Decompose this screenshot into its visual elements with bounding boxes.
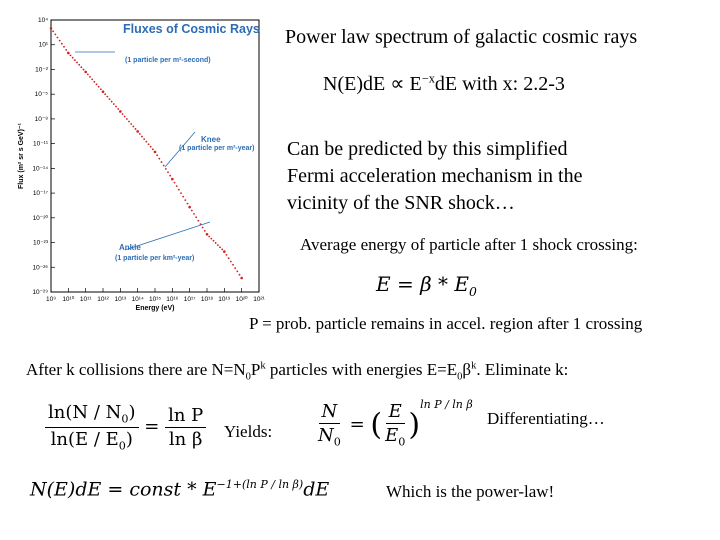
data-point — [171, 178, 174, 181]
cosmic-ray-flux-chart — [15, 12, 270, 318]
data-point-fill — [61, 43, 63, 45]
data-point — [119, 110, 122, 113]
prediction-line-3: vicinity of the SNR shock… — [287, 192, 515, 214]
data-point — [188, 206, 191, 209]
slide-title: Power law spectrum of galactic cosmic rays — [285, 26, 638, 48]
data-point-fill — [83, 69, 85, 71]
data-point — [136, 130, 139, 133]
data-point-fill — [72, 57, 74, 59]
data-point — [50, 27, 53, 30]
prediction-line-2: Fermi acceleration mechanism in the — [287, 165, 583, 187]
data-point-fill — [57, 37, 59, 39]
data-point-fill — [217, 244, 219, 246]
data-point-fill — [80, 66, 82, 68]
data-point-fill — [93, 81, 95, 83]
y-tick-label: 10⁻¹¹ — [33, 140, 48, 148]
annotation-knee: Knee — [201, 135, 221, 144]
data-point-fill — [187, 203, 189, 205]
data-point-fill — [87, 74, 89, 76]
data-point-fill — [197, 220, 199, 222]
data-point-fill — [132, 126, 134, 128]
data-point-fill — [219, 246, 221, 248]
data-point-fill — [191, 210, 193, 212]
y-tick-label: 10¹ — [38, 41, 48, 49]
annotation-per-m2-second: (1 particle per m²-second) — [125, 57, 211, 64]
data-point-fill — [115, 106, 117, 108]
prediction-text — [287, 136, 582, 217]
data-point-fill — [150, 146, 152, 148]
data-point — [102, 90, 105, 93]
data-point-fill — [208, 236, 210, 238]
data-point-fill — [63, 46, 65, 48]
energy-eq-lhs: E — [376, 272, 391, 296]
annotation-per-km2-year: (1 particle per km²-year) — [115, 255, 195, 262]
x-tick-label: 10²⁰ — [235, 296, 248, 303]
x-tick-label: 10¹⁰ — [62, 296, 75, 303]
data-point-fill — [163, 165, 165, 167]
data-point — [154, 151, 157, 154]
data-point-fill — [128, 121, 130, 123]
data-point-fill — [167, 171, 169, 173]
x-tick-label: 10⁹ — [45, 296, 57, 303]
x-tick-label: 10¹² — [97, 296, 109, 303]
x-tick-label: 10¹⁶ — [166, 296, 179, 303]
data-point-fill — [126, 118, 128, 120]
data-point — [206, 233, 209, 236]
annotation-per-m2-year: (1 particle per m²-year) — [179, 145, 255, 152]
x-tick-label: 10¹⁴ — [131, 296, 144, 303]
x-axis-label: Energy (eV) — [135, 305, 175, 312]
data-point-fill — [78, 64, 80, 66]
data-point-fill — [89, 76, 91, 78]
probability-text: P = prob. particle remains in accel. region after 1 crossing — [249, 314, 643, 333]
y-axis-label: Flux (m² sr s GeV)⁻¹ — [18, 123, 25, 189]
after-k-collisions-text: After k collisions there are $N=N_0P^k$ particles with energies $E=E_0\beta^k$. Eliminate k: — [26, 360, 569, 383]
power-law-final-equation: N(E)dE = const * $E^{-1+(ln P / ln \beta)}dE$ — [30, 478, 330, 501]
data-point-fill — [109, 98, 111, 100]
x-tick-label: 10²¹ — [253, 296, 265, 303]
formula-suffix: dE with x: 2.2-3 — [434, 73, 565, 95]
formula-exponent: −x — [421, 71, 435, 86]
power-law-formula — [323, 71, 565, 96]
data-point-fill — [232, 264, 234, 266]
data-point-fill — [230, 261, 232, 263]
data-point-fill — [184, 199, 186, 201]
log-ratio-equation: $\frac{\ln(N / N_0)}{\ln(E / E_0)}$ = $\frac{\text{ln P}}{\text{ln β}}$ — [45, 402, 206, 452]
data-point-fill — [135, 128, 137, 130]
data-point-fill — [76, 62, 78, 64]
y-tick-label: 10⁻²³ — [33, 239, 48, 247]
y-tick-label: 10⁻⁸ — [34, 115, 48, 123]
data-point-fill — [158, 158, 160, 160]
data-point-fill — [174, 182, 176, 184]
y-tick-label: 10⁻²⁹ — [32, 289, 48, 296]
data-point-fill — [210, 238, 212, 240]
data-point-fill — [141, 136, 143, 138]
data-point-fill — [234, 267, 236, 269]
data-point-fill — [96, 83, 98, 85]
yields-equation: $\frac{N}{N_0}$ = ( $\frac{E}{E_0}$ )$^{ln P / ln \beta}$ — [318, 398, 473, 449]
y-tick-label: 10⁻²⁰ — [32, 214, 48, 222]
x-tick-label: 10¹⁸ — [200, 296, 214, 303]
data-point-fill — [226, 254, 228, 256]
data-point-fill — [111, 101, 113, 103]
power-law-label: Which is the power-law! — [386, 482, 555, 501]
x-tick-label: 10¹⁵ — [148, 296, 162, 303]
data-point-fill — [213, 240, 215, 242]
prediction-line-1: Can be predicted by this simplified — [287, 138, 568, 160]
data-point-fill — [117, 108, 119, 110]
data-point-fill — [74, 59, 76, 61]
chart-title: Fluxes of Cosmic Rays — [123, 22, 260, 36]
y-tick-label: 10⁻¹⁴ — [32, 165, 48, 173]
data-point-fill — [165, 168, 167, 170]
data-point-fill — [145, 141, 147, 143]
annotation-ankle: Ankle — [119, 243, 141, 252]
y-tick-label: 10⁻⁵ — [34, 91, 48, 99]
data-point-fill — [91, 78, 93, 80]
data-point-fill — [124, 116, 126, 118]
data-point-fill — [156, 154, 158, 156]
y-tick-label: 10⁴ — [37, 17, 48, 24]
data-point-fill — [122, 113, 124, 115]
yields-label: Yields: — [224, 422, 273, 441]
data-point-fill — [104, 93, 106, 95]
data-point-fill — [152, 148, 154, 150]
x-tick-label: 10¹⁹ — [218, 296, 231, 303]
y-tick-label: 10⁻¹⁷ — [32, 190, 48, 198]
data-point-fill — [202, 227, 204, 229]
data-point-fill — [143, 138, 145, 140]
data-point-fill — [193, 213, 195, 215]
data-point-fill — [204, 230, 206, 232]
data-point-fill — [169, 175, 171, 177]
data-point-fill — [65, 49, 67, 51]
y-tick-label: 10⁻² — [35, 66, 48, 74]
data-point-fill — [161, 161, 163, 163]
energy-eq-rhs: β * E — [420, 272, 469, 296]
data-point-fill — [221, 249, 223, 251]
data-point-fill — [176, 185, 178, 187]
data-point-fill — [195, 216, 197, 218]
data-point-fill — [178, 189, 180, 191]
data-point-fill — [180, 192, 182, 194]
formula-prefix: N(E)dE ∝ E — [323, 73, 422, 95]
x-axis-ticks — [46, 288, 266, 303]
y-axis-ticks — [32, 17, 55, 296]
flux-chart-svg — [15, 12, 270, 318]
x-tick-label: 10¹⁷ — [183, 296, 196, 303]
average-energy-text: Average energy of particle after 1 shock crossing: — [300, 235, 638, 254]
data-point — [223, 250, 226, 253]
energy-eq-sub: 0 — [468, 284, 477, 299]
data-point-fill — [100, 88, 102, 90]
data-point-fill — [113, 103, 115, 105]
energy-equation: $E = \beta * E_0$ — [376, 272, 477, 299]
data-point-fill — [139, 133, 141, 135]
x-tick-label: 10¹¹ — [79, 296, 92, 303]
data-point-fill — [130, 123, 132, 125]
data-point — [84, 71, 87, 74]
data-point-fill — [98, 86, 100, 88]
data-point — [240, 277, 243, 280]
data-series — [50, 27, 243, 279]
data-point-fill — [52, 30, 54, 32]
data-point-fill — [54, 34, 56, 36]
data-point-fill — [70, 54, 72, 56]
differentiating-label: Differentiating… — [487, 409, 605, 428]
data-point-fill — [239, 274, 241, 276]
x-tick-label: 10¹³ — [114, 296, 127, 303]
y-tick-label: 10⁻²⁶ — [32, 264, 48, 272]
data-point-fill — [228, 257, 230, 259]
data-point-fill — [106, 96, 108, 98]
data-point-fill — [59, 40, 61, 42]
data-point-fill — [182, 196, 184, 198]
data-point — [67, 52, 70, 55]
data-point-fill — [148, 143, 150, 145]
data-point-fill — [215, 242, 217, 244]
data-point-fill — [236, 270, 238, 272]
